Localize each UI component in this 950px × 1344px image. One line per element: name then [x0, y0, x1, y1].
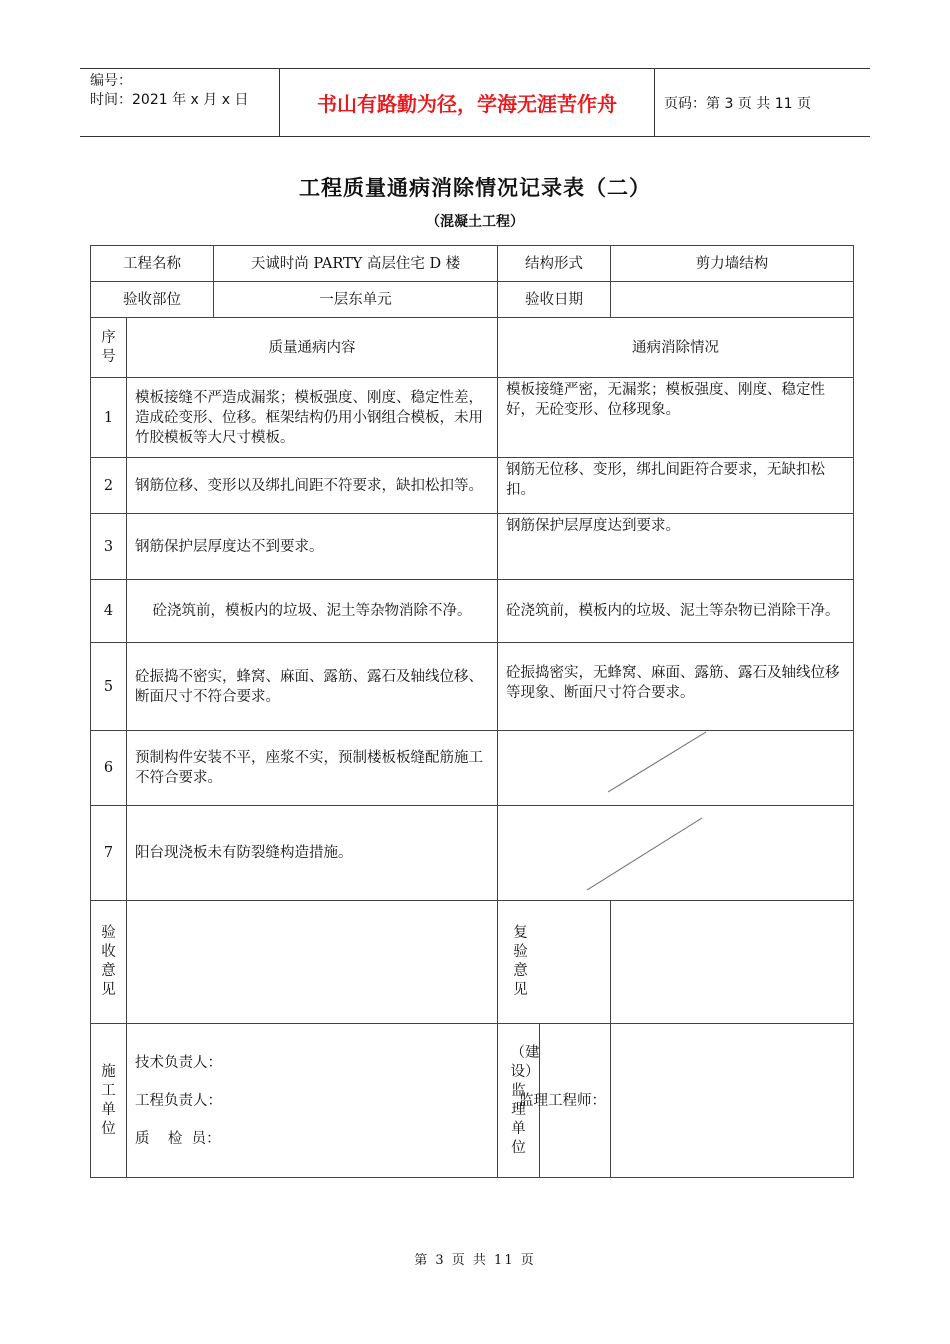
row-content: 阳台现浇板未有防裂缝构造措施。	[127, 806, 498, 901]
row-content: 砼振捣不密实，蜂窝、麻面、露筋、露石及轴线位移、断面尺寸不符合要求。	[127, 643, 498, 731]
header-page: 页码：第 3 页 共 11 页	[664, 95, 811, 112]
construction-signers	[127, 1024, 498, 1178]
table-row	[91, 806, 854, 901]
info-row	[91, 282, 854, 318]
row-content: 模板接缝不严造成漏浆；模板强度、刚度、稳定性差，造成砼变形、位移。框架结构仍用小钢组合模板，未用竹胶模板等大尺寸模板。	[127, 378, 498, 458]
row-status: 钢筋保护层厚度达到要求。	[498, 514, 854, 580]
row-status: 模板接缝严密，无漏浆；模板强度、刚度、稳定性好，无砼变形、位移现象。	[498, 378, 854, 458]
page-header	[80, 68, 870, 137]
row-no: 5	[91, 643, 127, 731]
number-label: 编号：	[90, 73, 132, 89]
row-content: 钢筋位移、变形以及绑扎间距不符要求，缺扣松扣等。	[127, 458, 498, 514]
row-status: 砼振捣密实，无蜂窝、麻面、露筋、露石及轴线位移等现象、断面尺寸符合要求。	[498, 643, 854, 731]
blank-slash-6	[600, 730, 720, 800]
project-lead-label: 工程负责人：	[135, 1092, 222, 1109]
recheck-opinion	[611, 901, 854, 1024]
table-row	[91, 378, 854, 458]
project-name: 天诚时尚 PARTY 高层住宅 D 楼	[214, 246, 498, 282]
inspector-label: 质 检 员：	[135, 1130, 221, 1147]
project-name-label: 工程名称	[91, 246, 214, 282]
row-content: 预制构件安装不平，座浆不实，预制楼板板缝配筋施工不符合要求。	[127, 731, 498, 806]
row-no: 6	[91, 731, 127, 806]
construction-label: 施工单位	[91, 1024, 127, 1178]
opinion-row	[91, 901, 854, 1024]
structure-label: 结构形式	[498, 246, 611, 282]
row-no: 4	[91, 580, 127, 643]
row-no: 1	[91, 378, 127, 458]
status-header: 通病消除情况	[498, 318, 854, 378]
table-row	[91, 458, 854, 514]
engineer-label: 监理工程师：	[519, 1092, 606, 1109]
table-row	[91, 514, 854, 580]
page-subtitle: （混凝土工程）	[426, 214, 524, 230]
table-row	[91, 580, 854, 643]
row-status: 钢筋无位移、变形，绑扎间距符合要求，无缺扣松扣。	[498, 458, 854, 514]
table-row	[91, 731, 854, 806]
date-value	[611, 282, 854, 318]
structure-value: 剪力墙结构	[611, 246, 854, 282]
supervision-label: （建设）监理单位	[510, 1044, 540, 1156]
header-meta	[80, 69, 280, 136]
row-no: 7	[91, 806, 127, 901]
acceptance-opinion	[127, 901, 498, 1024]
location-value: 一层东单元	[214, 282, 498, 318]
row-content: 砼浇筑前，模板内的垃圾、泥土等杂物消除不净。	[127, 580, 498, 643]
seq-header: 序号	[91, 318, 127, 378]
date-label: 验收日期	[498, 282, 611, 318]
info-row	[91, 246, 854, 282]
page-footer: 第 3 页 共 11 页	[414, 1253, 536, 1268]
row-no: 3	[91, 514, 127, 580]
location-label: 验收部位	[91, 282, 214, 318]
column-header-row	[91, 318, 854, 378]
record-table	[90, 245, 854, 1178]
row-status: 砼浇筑前，模板内的垃圾、泥土等杂物已消除干净。	[498, 580, 854, 643]
signoff-row	[91, 1024, 854, 1178]
table-row	[91, 643, 854, 731]
time-label: 时间：2021 年 x 月 x 日	[90, 92, 249, 108]
recheck-label: 复验意见	[498, 901, 611, 1024]
blank-slash-7	[582, 815, 712, 895]
row-content: 钢筋保护层厚度达不到要求。	[127, 514, 498, 580]
page-title: 工程质量通病消除情况记录表（二）	[299, 176, 651, 200]
header-motto: 书山有路勤为径，学海无涯苦作舟	[280, 69, 655, 136]
acceptance-label: 验收意见	[91, 901, 127, 1024]
row-no: 2	[91, 458, 127, 514]
content-header: 质量通病内容	[127, 318, 498, 378]
tech-lead-label: 技术负责人：	[135, 1054, 222, 1071]
